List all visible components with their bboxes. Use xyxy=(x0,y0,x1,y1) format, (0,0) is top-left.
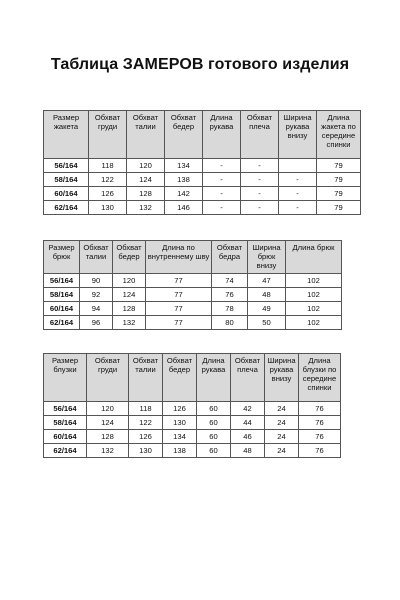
measurement-cell: 24 xyxy=(265,402,299,416)
measurement-cell: 79 xyxy=(317,173,361,187)
measurement-cell: - xyxy=(203,187,241,201)
column-header: Обхват талии xyxy=(127,111,165,159)
measurement-cell: - xyxy=(203,201,241,215)
measurement-cell: 138 xyxy=(163,444,197,458)
measurement-cell: - xyxy=(241,187,279,201)
measurement-cell: 79 xyxy=(317,159,361,173)
measurement-cell: 124 xyxy=(113,288,146,302)
blouse-measurements-table xyxy=(43,353,341,458)
column-header: Обхват бедер xyxy=(113,241,146,274)
measurement-cell: 128 xyxy=(127,187,165,201)
measurement-cell: - xyxy=(279,201,317,215)
measurement-cell: 79 xyxy=(317,187,361,201)
measurement-cell: 60 xyxy=(197,402,231,416)
measurement-cell: 134 xyxy=(163,430,197,444)
measurement-cell: 122 xyxy=(89,173,127,187)
measurement-cell: 49 xyxy=(248,302,286,316)
column-header: Длина блузки по середине спинки xyxy=(299,354,341,402)
measurement-cell: 46 xyxy=(231,430,265,444)
column-header: Длина по внутреннему шву xyxy=(146,241,212,274)
column-header: Размер брюк xyxy=(44,241,80,274)
table-row xyxy=(44,316,342,330)
measurement-cell: 128 xyxy=(87,430,129,444)
measurement-cell: 96 xyxy=(80,316,113,330)
measurement-cell: 77 xyxy=(146,274,212,288)
measurement-cell: - xyxy=(203,173,241,187)
measurement-cell: 102 xyxy=(286,274,342,288)
table-row xyxy=(44,416,341,430)
size-cell: 56/164 xyxy=(44,274,80,288)
measurement-cell: 79 xyxy=(317,201,361,215)
table-header-row xyxy=(44,354,341,402)
table-row xyxy=(44,159,361,173)
measurement-cell xyxy=(279,159,317,173)
table-row xyxy=(44,444,341,458)
measurement-cell: 130 xyxy=(129,444,163,458)
column-header: Обхват груди xyxy=(87,354,129,402)
measurement-cell: 24 xyxy=(265,416,299,430)
measurement-cell: 102 xyxy=(286,288,342,302)
measurement-cell: 120 xyxy=(87,402,129,416)
table-row xyxy=(44,288,342,302)
size-cell: 56/164 xyxy=(44,402,87,416)
measurement-cell: 47 xyxy=(248,274,286,288)
jacket-measurements-table xyxy=(43,110,361,215)
table-row xyxy=(44,430,341,444)
measurement-cell: 146 xyxy=(165,201,203,215)
measurement-cell: 76 xyxy=(299,430,341,444)
column-header: Обхват груди xyxy=(89,111,127,159)
measurement-cell: 76 xyxy=(299,444,341,458)
measurement-cell: 134 xyxy=(165,159,203,173)
measurement-cell: 124 xyxy=(87,416,129,430)
measurement-cell: 132 xyxy=(113,316,146,330)
measurement-cell: 138 xyxy=(165,173,203,187)
measurement-cell: 120 xyxy=(113,274,146,288)
measurement-cell: 94 xyxy=(80,302,113,316)
measurement-cell: 128 xyxy=(113,302,146,316)
size-cell: 60/164 xyxy=(44,187,89,201)
measurement-cell: 92 xyxy=(80,288,113,302)
size-cell: 58/164 xyxy=(44,288,80,302)
column-header: Обхват плеча xyxy=(231,354,265,402)
measurement-cell: 60 xyxy=(197,430,231,444)
size-cell: 58/164 xyxy=(44,173,89,187)
measurement-cell: 24 xyxy=(265,444,299,458)
measurement-cell: 132 xyxy=(87,444,129,458)
measurement-cell: - xyxy=(241,173,279,187)
column-header: Ширина рукава внизу xyxy=(265,354,299,402)
measurement-cell: 102 xyxy=(286,316,342,330)
column-header: Обхват плеча xyxy=(241,111,279,159)
measurement-cell: 120 xyxy=(127,159,165,173)
measurement-cell: 77 xyxy=(146,302,212,316)
table-row xyxy=(44,302,342,316)
measurement-cell: 102 xyxy=(286,302,342,316)
measurement-cell: - xyxy=(241,201,279,215)
size-cell: 60/164 xyxy=(44,430,87,444)
column-header: Длина рукава xyxy=(203,111,241,159)
size-cell: 62/164 xyxy=(44,316,80,330)
column-header: Длина жакета по середине спинки xyxy=(317,111,361,159)
measurement-cell: 77 xyxy=(146,316,212,330)
size-cell: 62/164 xyxy=(44,444,87,458)
measurement-cell: 48 xyxy=(231,444,265,458)
column-header: Обхват бедер xyxy=(165,111,203,159)
size-cell: 62/164 xyxy=(44,201,89,215)
column-header: Ширина рукава внизу xyxy=(279,111,317,159)
table-row xyxy=(44,201,361,215)
size-cell: 58/164 xyxy=(44,416,87,430)
measurement-cell: 130 xyxy=(163,416,197,430)
measurement-cell: 24 xyxy=(265,430,299,444)
measurement-cell: 78 xyxy=(212,302,248,316)
measurement-cell: 48 xyxy=(248,288,286,302)
table-row xyxy=(44,173,361,187)
measurement-cell: 60 xyxy=(197,416,231,430)
column-header: Обхват бедер xyxy=(163,354,197,402)
measurement-cell: 77 xyxy=(146,288,212,302)
table-row xyxy=(44,187,361,201)
table-row xyxy=(44,274,342,288)
column-header: Размер блузки xyxy=(44,354,87,402)
column-header: Обхват талии xyxy=(129,354,163,402)
measurement-cell: 126 xyxy=(163,402,197,416)
measurement-cell: 132 xyxy=(127,201,165,215)
measurement-cell: 126 xyxy=(89,187,127,201)
measurement-cell: 124 xyxy=(127,173,165,187)
measurement-cell: 42 xyxy=(231,402,265,416)
measurement-cell: 76 xyxy=(299,402,341,416)
column-header: Обхват талии xyxy=(80,241,113,274)
column-header: Размер жакета xyxy=(44,111,89,159)
measurement-cell: 126 xyxy=(129,430,163,444)
column-header: Обхват бедра xyxy=(212,241,248,274)
column-header: Длина брюк xyxy=(286,241,342,274)
measurement-cell: - xyxy=(241,159,279,173)
measurement-cell: 74 xyxy=(212,274,248,288)
table-header-row xyxy=(44,241,342,274)
measurement-cell: 76 xyxy=(212,288,248,302)
measurement-cell: 76 xyxy=(299,416,341,430)
measurement-cell: 50 xyxy=(248,316,286,330)
column-header: Длина рукава xyxy=(197,354,231,402)
size-cell: 56/164 xyxy=(44,159,89,173)
table-header-row xyxy=(44,111,361,159)
measurement-cell: 80 xyxy=(212,316,248,330)
measurement-cell: 142 xyxy=(165,187,203,201)
measurement-cell: 90 xyxy=(80,274,113,288)
table-row xyxy=(44,402,341,416)
size-cell: 60/164 xyxy=(44,302,80,316)
measurement-cell: 118 xyxy=(129,402,163,416)
measurement-cell: - xyxy=(203,159,241,173)
trousers-measurements-table xyxy=(43,240,342,330)
measurement-cell: - xyxy=(279,187,317,201)
measurement-cell: 130 xyxy=(89,201,127,215)
column-header: Ширина брюк внизу xyxy=(248,241,286,274)
measurement-cell: - xyxy=(279,173,317,187)
measurement-cell: 44 xyxy=(231,416,265,430)
measurement-cell: 118 xyxy=(89,159,127,173)
page-title: Таблица ЗАМЕРОВ готового изделия xyxy=(50,56,350,73)
measurement-cell: 122 xyxy=(129,416,163,430)
measurement-cell: 60 xyxy=(197,444,231,458)
